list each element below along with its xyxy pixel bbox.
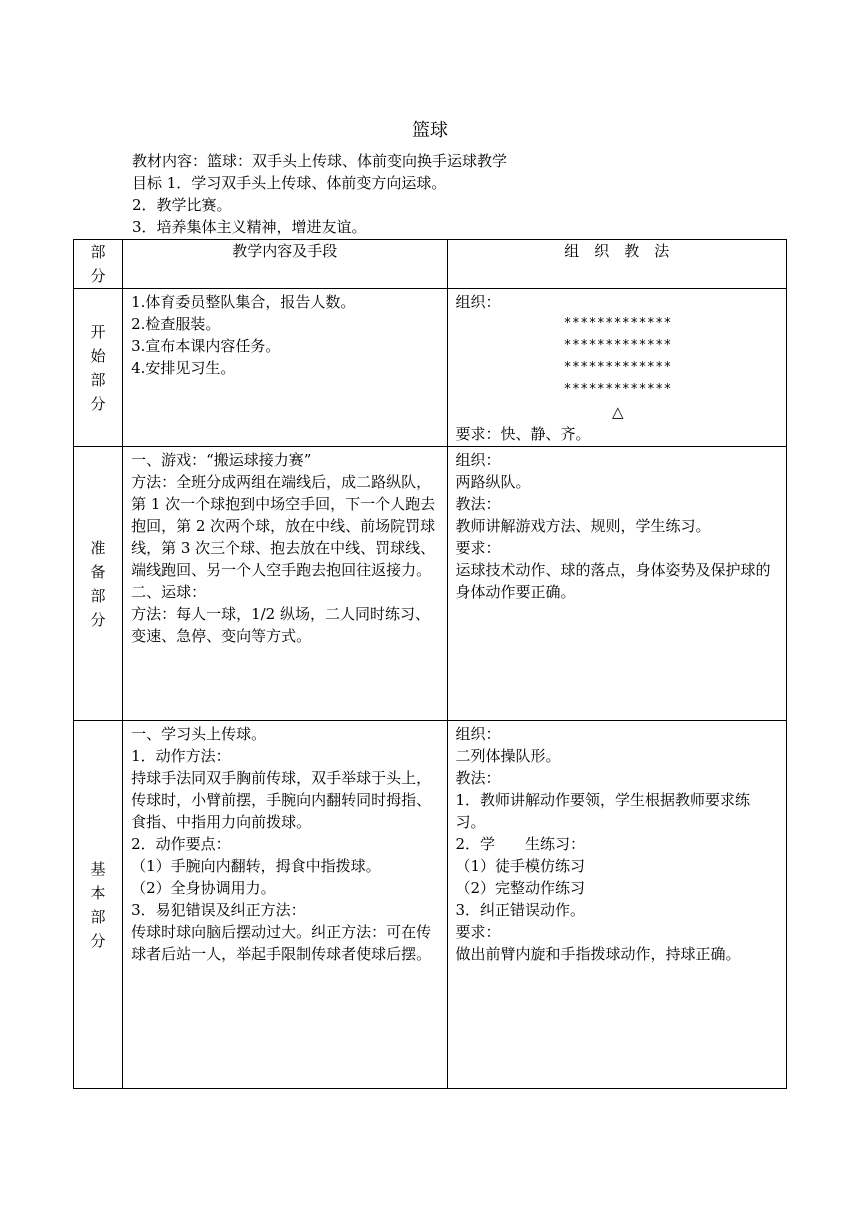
start-content-cell [123,289,447,447]
paragraph: 方法：每人一球，1/2 纵场，二人同时练习、变速、急停、变向等方式。 [131,605,430,645]
formation-row: ************* [563,382,672,397]
org-label: 组织： [455,293,501,311]
label-char: 部 [90,907,106,926]
paragraph: 一、游戏：“搬运球接力赛” [131,451,312,469]
paragraph: 组织： [455,451,501,469]
paragraph: 方法：全班分成两组在端线后，成二路纵队，第 1 次一个球抱到中场空手回，下一个人跑去抱回，第 2 次两个球，放在中线、前场院罚球线，第 3 次三个球、抱去放在中线、罚球线、端线跑回、另一个人空手跑去抱回往返接力。 [131,473,436,579]
paragraph: 3．易犯错误及纠正方法： [131,901,306,919]
goal-line-2: 2．教学比赛。 [132,196,232,214]
paragraph: 组织： [455,725,501,743]
label-char: 分 [90,931,106,950]
paragraph: 二列体操队形。 [455,747,561,765]
table-row-basic [74,721,787,1089]
table-row-prep [74,447,787,721]
paragraph: 教师讲解游戏方法、规则，学生练习。 [455,517,711,535]
label-char: 备 [90,562,106,581]
basic-method-cell [447,721,786,1089]
paragraph: 做出前臂内旋和手指拨球动作，持球正确。 [455,945,741,963]
header-section [74,240,123,289]
requirement-text: 要求：快、静、齐。 [455,425,591,443]
paragraph: 二、运球： [131,583,207,601]
label-char: 始 [90,346,106,365]
header-content: 教学内容及手段 [123,240,447,289]
header-method: 组 织 教 法 [447,240,786,289]
header-section-char: 分 [90,267,106,285]
prep-method-cell [447,447,786,721]
paragraph: 3．纠正错误动作。 [455,901,586,919]
goal-line-3: 3．培养集体主义精神，增进友谊。 [132,218,367,236]
paragraph: （1）手腕向内翻转，拇食中指拨球。 [131,857,381,875]
paragraph: 两路纵队。 [455,473,531,491]
label-char: 开 [90,322,106,341]
paragraph: 教法： [455,495,501,513]
label-char: 部 [90,586,106,605]
label-char: 准 [90,538,106,557]
paragraph: 教法： [455,769,501,787]
paragraph: 2．动作要点： [131,835,231,853]
paragraph: 传球时球向脑后摆动过大。纠正方法：可在传球者后站一人，举起手限制传球者使球后摆。 [131,923,432,963]
table-row-start [74,289,787,447]
label-char: 基 [90,859,106,878]
prep-content-cell [123,447,447,721]
list-item: 2.检查服装。 [131,315,221,333]
intro-block [132,150,507,238]
table-header-row [74,240,787,289]
formation-row: ************* [563,360,672,375]
goal-line-1: 目标 1．学习双手头上传球、体前变方向运球。 [132,174,447,192]
paragraph: 2．学 生练习： [455,835,586,853]
paragraph: （2）全身协调用力。 [131,879,276,897]
list-item: 1.体育委员整队集合，报告人数。 [131,293,356,311]
paragraph: 要求： [455,923,501,941]
formation-row: ************* [563,338,672,353]
paragraph: 1．教师讲解动作要领，学生根据教师要求练习。 [455,791,751,831]
label-char: 分 [90,394,106,413]
paragraph: （1）徒手模仿练习 [455,857,586,875]
basic-content-cell [123,721,447,1089]
list-item: 4.安排见习生。 [131,359,236,377]
paragraph: 持球手法同双手胸前传球，双手举球于头上，传球时，小臂前摆，手腕向内翻转同时拇指、食指、中指用力向前拨球。 [131,769,432,831]
formation-row: ************* [563,316,672,331]
paragraph: 要求： [455,539,501,557]
paragraph: 运球技术动作、球的落点，身体姿势及保护球的身体动作要正确。 [455,561,771,601]
content-line: 教材内容：篮球：双手头上传球、体前变向换手运球教学 [132,152,508,170]
page-title: 篮球 [412,120,448,141]
section-label-prep [74,447,123,721]
paragraph: 1．动作方法： [131,747,231,765]
label-char: 本 [90,883,106,902]
teacher-triangle-icon: △ [611,403,624,421]
label-char: 部 [90,370,106,389]
list-item: 3.宣布本课内容任务。 [131,337,281,355]
start-method-cell [447,289,786,447]
section-label-basic [74,721,123,1089]
lesson-table [73,239,787,1089]
paragraph: （2）完整动作练习 [455,879,586,897]
label-char: 分 [90,610,106,629]
paragraph: 一、学习头上传球。 [131,725,267,743]
section-label-start [74,289,123,447]
header-section-char: 部 [90,243,106,261]
